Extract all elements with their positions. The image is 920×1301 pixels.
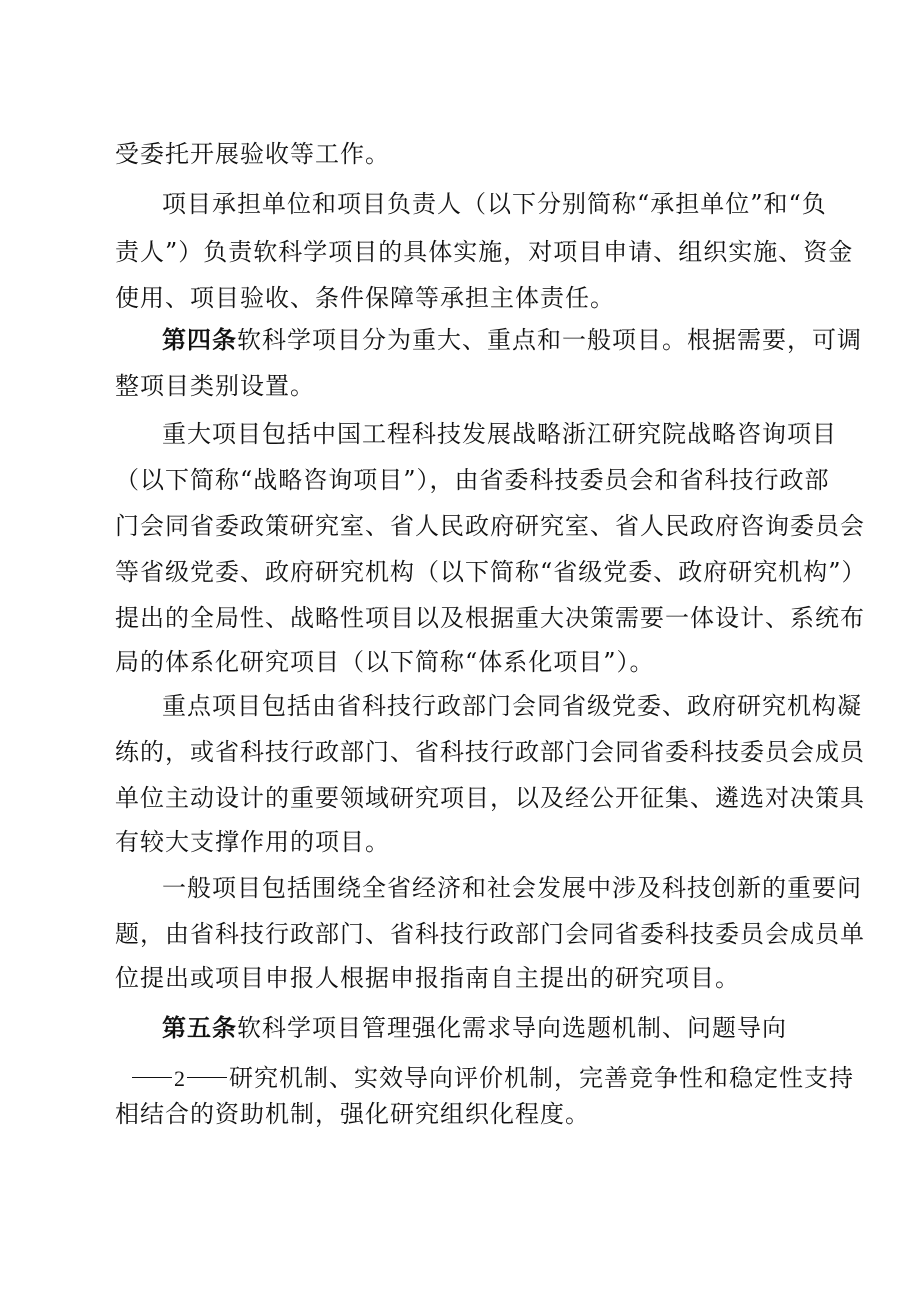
paragraph-line: （以下简称“战略咨询项目”），由省委科技委员会和省科技行政部 xyxy=(115,466,830,494)
paragraph-line: 有较大支撑作用的项目。 xyxy=(115,828,390,856)
paragraph-line: 使用、项目验收、条件保障等承担主体责任。 xyxy=(115,284,615,312)
page-number-dash-right xyxy=(187,1077,227,1078)
paragraph-line: 项目承担单位和项目负责人（以下分别简称“承担单位”和“负 xyxy=(162,190,827,218)
page-number: 2 xyxy=(174,1066,185,1091)
article-number: 第五条 xyxy=(162,1013,237,1042)
paragraph-line: 单位主动设计的重要领域研究项目，以及经公开征集、遴选对决策具 xyxy=(115,784,865,812)
paragraph-line: 题，由省科技行政部门、省科技行政部门会同省委科技委员会成员单 xyxy=(115,920,865,948)
paragraph-line: 重点项目包括由省科技行政部门会同省级党委、政府研究机构凝 xyxy=(162,692,862,720)
paragraph-line: 练的，或省科技行政部门、省科技行政部门会同省委科技委员会成员 xyxy=(115,738,865,766)
article-heading-line: 第四条软科学项目分为重大、重点和一般项目。根据需要，可调 xyxy=(162,325,862,354)
paragraph-line: 重大项目包括中国工程科技发展战略浙江研究院战略咨询项目 xyxy=(162,420,837,448)
paragraph-line: 位提出或项目申报人根据申报指南自主提出的研究项目。 xyxy=(115,964,740,992)
page-number-dash-left xyxy=(132,1077,172,1078)
paragraph-line: 一般项目包括围绕全省经济和社会发展中涉及科技创新的重要问 xyxy=(162,874,862,902)
paragraph-line: 责人”）负责软科学项目的具体实施，对项目申请、组织实施、资金 xyxy=(115,238,854,266)
article-number: 第四条 xyxy=(162,325,237,354)
paragraph-line: 等省级党委、政府研究机构（以下简称“省级党委、政府研究机构”） xyxy=(115,558,867,586)
paragraph-line: 局的体系化研究项目（以下简称“体系化项目”）。 xyxy=(115,648,655,676)
article-heading-line: 第五条软科学项目管理强化需求导向选题机制、问题导向 xyxy=(162,1013,787,1042)
paragraph-line: 受委托开展验收等工作。 xyxy=(115,140,390,168)
paragraph-line: 门会同省委政策研究室、省人民政府研究室、省人民政府咨询委员会 xyxy=(115,512,865,540)
paragraph-line: 相结合的资助机制，强化研究组织化程度。 xyxy=(115,1100,590,1128)
paragraph-line: 提出的全局性、战略性项目以及根据重大决策需要一体设计、系统布 xyxy=(115,604,865,632)
paragraph-line-with-page-number: 2 研究机制、实效导向评价机制，完善竞争性和稳定性支持 xyxy=(0,1061,920,1096)
paragraph-line: 整项目类别设置。 xyxy=(115,372,315,400)
